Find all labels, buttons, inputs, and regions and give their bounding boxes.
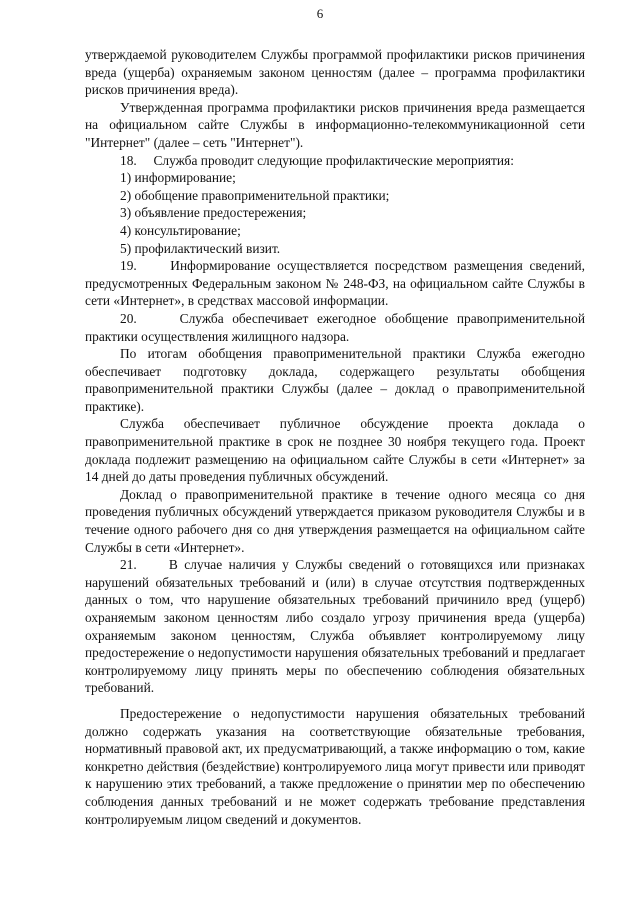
paragraph: Утвержденная программа профилактики рисков причинения вреда размещается на официальном сайте Службы в информационно-телекоммуникационной сети "Интернет" (далее – сеть "Интернет"). xyxy=(85,99,585,150)
paragraph: По итогам обобщения правоприменительной практики Служба ежегодно обеспечивает подготовку доклада, содержащего результаты обобщения правоприменительной практики Службы (далее – доклад о правоприменительной практике). xyxy=(85,346,585,414)
list-item: 1) информирование; xyxy=(120,170,236,186)
document-body xyxy=(85,46,589,828)
list-item: 3) объявление предостережения; xyxy=(120,205,307,221)
paragraph-clause-21: 21. В случае наличия у Службы сведений о готовящихся или признаках нарушений обязательных требований и (или) в случае отсутствия подтвержденных данных о том, что нарушение обязательных требований причинило вред (ущерб) охраняемым законом ценностям либо создало угрозу причинения вреда (ущерба) охраняемым законом ценностям, Служба объявляет контролируемому лицу предостережение о недопустимости нарушения обязательных требований и предлагает контролируемому лицу принять меры по обеспечению соблюдения обязательных требований. xyxy=(85,557,589,696)
paragraph: Доклад о правоприменительной практике в течение одного месяца со дня проведения публичных обсуждений утверждается приказом руководителя Службы и в течение одного рабочего дня со дня утверждения размещается на официальном сайте Службы в сети «Интернет». xyxy=(85,486,585,555)
paragraph-clause-18: 18. Служба проводит следующие профилактические мероприятия: xyxy=(120,152,514,168)
paragraph: Служба обеспечивает публичное обсуждение проекта доклада о правоприменительной практике в срок не позднее 30 ноября текущего года. Проект доклада подлежит размещению на официальном сайте Службы в сети «Интернет» за 14 дней до даты проведения публичных обсуждений. xyxy=(85,416,585,485)
list-item: 2) обобщение правоприменительной практики; xyxy=(120,187,390,203)
list-item: 5) профилактический визит. xyxy=(120,240,281,256)
list-item: 4) консультирование; xyxy=(120,222,241,238)
page-number: 6 xyxy=(316,6,324,21)
paragraph: Предостережение о недопустимости нарушения обязательных требований должно содержать указания на соответствующие обязательные требования, нормативный правовой акт, их предусматривающий, а также информацию о том, какие конкретно действия (бездействие) контролируемого лица могут привести или приводят к нарушению этих требований, а также предложение о принятии мер по обеспечению соблюдения данных требований и не может содержать требование представления контролируемым лицом сведений и документов. xyxy=(85,705,585,827)
paragraph-clause-20: 20. Служба обеспечивает ежегодное обобщение правоприменительной практики осуществления жилищного надзора. xyxy=(85,310,589,344)
paragraph: утверждаемой руководителем Службы программой профилактики рисков причинения вреда (ущерба) охраняемым законом ценностям (далее – программа профилактики рисков причинения вреда). xyxy=(85,47,585,98)
paragraph-clause-19: 19. Информирование осуществляется посредством размещения сведений, предусмотренных Федеральным законом № 248-ФЗ, на официальном сайте Службы в сети «Интернет», в средствах массовой информации. xyxy=(85,258,589,309)
